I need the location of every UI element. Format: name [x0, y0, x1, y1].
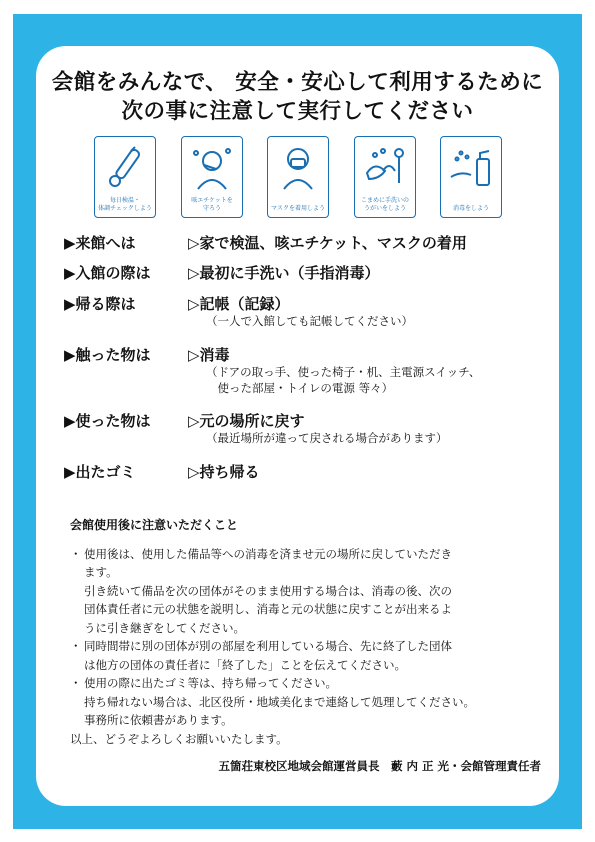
rule-label: ▶使った物は — [64, 412, 151, 430]
page-title — [36, 68, 559, 126]
notes-item — [70, 545, 540, 638]
rule-row — [64, 410, 544, 461]
bullet-dot: ・ — [70, 546, 82, 561]
icon-caption: 毎日検温・ 体調チェックしよう — [98, 197, 152, 212]
rule-row — [64, 262, 544, 293]
rule-note: （最近場所が違って戻される場合があります） — [206, 431, 448, 445]
rule-action: ▷最初に手洗い（手指消毒） — [188, 264, 380, 282]
icon-caption: マスクを着用しよう — [270, 205, 325, 212]
icon-caption: 咳エチケットを 守ろう — [191, 197, 233, 212]
rule-note: （ドアの取っ手、使った椅子・机、主電源スイッチ、 使った部屋・トイレの電源 等々） — [206, 365, 481, 395]
bullet-dot: ・ — [70, 639, 82, 653]
rule-label: ▶帰る際は — [64, 295, 136, 313]
rule-note: （一人で入館しても記帳してください） — [206, 314, 413, 328]
title-line-2: 次の事に注意して実行してください — [121, 99, 474, 124]
notes-item-text: 使用の際に出たゴミ等は、持ち帰ってください。 持ち帰れない場合は、北区役所・地域美化まで連絡して処理してください。 事務所に依頼書があります。 — [84, 676, 475, 727]
notes-item-text: 使用後は、使用した備品等への消毒を済ませ元の場所に戻していただき ます。 引き続いて備品を次の団体がそのまま使用する場合は、消毒の後、次の 団体責任者に元の状態を説明し、消毒と元の状態に戻すことが出来るよ うに引き継ぎをしてください。 — [84, 546, 452, 635]
rule-row — [64, 461, 544, 491]
rule-label: ▶触った物は — [64, 346, 151, 364]
notes-heading: 会館使用後に注意いただくこと — [70, 518, 239, 532]
rule-row — [64, 232, 544, 262]
disinfect-icon — [440, 136, 502, 218]
rule-action: ▷消毒 — [188, 346, 230, 364]
signature: 五箇荘東校区地域会館運営員長 藪 内 正 光・会館管理責任者 — [218, 759, 541, 773]
rule-list — [64, 232, 544, 491]
rule-row — [64, 344, 544, 410]
rule-label: ▶入館の際は — [64, 264, 151, 282]
thermometer-icon — [94, 136, 156, 218]
rule-action: ▷家で検温、咳エチケット、マスクの着用 — [188, 234, 467, 252]
icon-caption: 消毒をしよう — [452, 205, 489, 212]
icon-strip — [94, 136, 504, 220]
notes-item — [70, 674, 540, 730]
rule-action: ▷元の場所に戻す — [188, 412, 305, 430]
cough-etiquette-icon — [181, 136, 243, 218]
mask-icon — [267, 136, 329, 218]
notes-closing: 以上、どうぞよろしくお願いいたします。 — [70, 731, 288, 746]
after-use-notes — [70, 516, 540, 748]
icon-caption: こまめに手洗いの うがいをしよう — [360, 197, 409, 212]
notice-card — [36, 46, 559, 806]
title-line-1: 会館をみんなで、 安全・安心して利用するために — [51, 70, 544, 95]
rule-row — [64, 293, 544, 344]
handwash-icon — [354, 136, 416, 218]
notes-item-text: 同時間帯に別の団体が別の部屋を利用している場合、先に終了した団体 は他方の団体の責任者に「終了した」ことを伝えてください。 — [84, 639, 452, 672]
notes-item — [70, 637, 540, 674]
bullet-dot: ・ — [70, 676, 82, 690]
rule-label: ▶出たゴミ — [64, 463, 136, 481]
rule-action: ▷記帳（記録） — [188, 295, 290, 313]
rule-label: ▶来館へは — [64, 234, 136, 252]
rule-action: ▷持ち帰る — [188, 463, 260, 481]
